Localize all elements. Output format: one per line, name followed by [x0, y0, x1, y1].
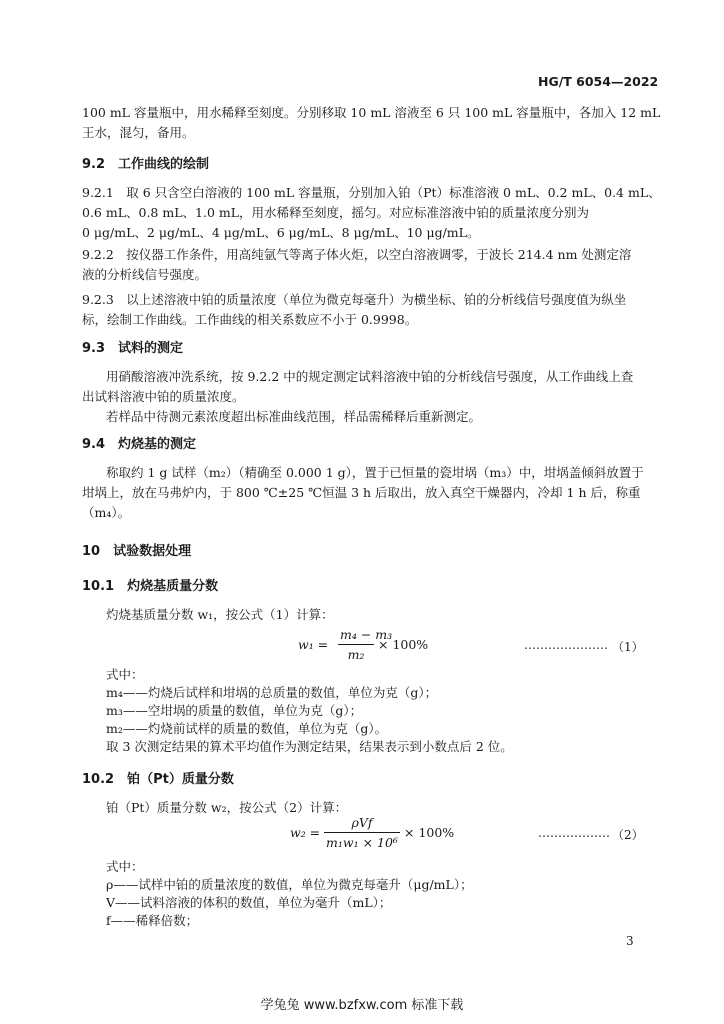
footer-watermark: 学兔兔 www.bzfxw.com 标准下载 [260, 998, 464, 1013]
variable-definition: m₄——灼烧后试样和坩埚的总质量的数值，单位为克（g）； [106, 685, 438, 700]
paragraph-line: 灼烧基质量分数 w₁，按公式（1）计算： [106, 607, 334, 622]
paragraph-line: 液的分析线信号强度。 [82, 267, 208, 282]
formula-1-leader-dots: ………………… [524, 638, 608, 652]
formula-1-denominator: m₂ [347, 647, 365, 662]
variable-definition: ρ——试样中铂的质量浓度的数值，单位为微克每毫升（μg/mL）； [106, 877, 473, 892]
paragraph-line: 9.2.3 以上述溶液中铂的质量浓度（单位为微克每毫升）为横坐标、铂的分析线信号强度值为纵坐 [82, 292, 627, 307]
paragraph-line: 出试料溶液中铂的质量浓度。 [82, 389, 245, 404]
section-heading-9-4: 9.4 灼烧基的测定 [82, 437, 197, 452]
paragraph-line: 若样品中待测元素浓度超出标准曲线范围，样品需稀释后重新测定。 [106, 409, 482, 424]
formula-2-numerator: ρVf [351, 815, 373, 830]
paragraph-line: 坩埚上，放在马弗炉内，于 800 ℃±25 ℃恒温 3 h 后取出，放入真空干燥器内，冷却 1 h 后，称重 [82, 485, 641, 500]
paragraph-line: 0 μg/mL、2 μg/mL、4 μg/mL、6 μg/mL、8 μg/mL、10 μg/mL。 [82, 225, 480, 240]
paragraph-line: 标，绘制工作曲线。工作曲线的相关系数应不小于 0.9998。 [82, 312, 418, 327]
formula-2-number: （2） [612, 828, 644, 842]
formula-2-leader-dots: ……………… [538, 826, 610, 840]
paragraph-line: 用硝酸溶液冲洗系统，按 9.2.2 中的规定测定试料溶液中铂的分析线信号强度，从工作曲线上查 [106, 369, 634, 384]
section-heading-9-3: 9.3 试料的测定 [82, 341, 184, 356]
formula-1-fraction-bar [338, 644, 374, 645]
paragraph-line: 100 mL 容量瓶中，用水稀释至刻度。分别移取 10 mL 溶液至 6 只 100 mL 容量瓶中，各加入 12 mL [82, 105, 661, 120]
section-heading-9-2: 9.2 工作曲线的绘制 [82, 157, 210, 172]
page-number: 3 [626, 934, 634, 948]
formula-2-fraction-bar [324, 832, 400, 833]
variable-definition: m₂——灼烧前试样的质量的数值，单位为克（g）。 [106, 721, 388, 736]
variable-definition: f——稀释倍数； [106, 913, 199, 928]
paragraph-line: 取 3 次测定结果的算术平均值作为测定结果，结果表示到小数点后 2 位。 [106, 739, 513, 754]
section-heading-10-1: 10.1 灼烧基质量分数 [82, 579, 219, 594]
formula-1-tail: × 100% [378, 637, 429, 652]
paragraph-line: 9.2.1 取 6 只含空白溶液的 100 mL 容量瓶，分别加入铂（Pt）标准溶液 0 mL、0.2 mL、0.4 mL、 [82, 185, 661, 200]
paragraph-line: 称取约 1 g 试样（m₂）（精确至 0.000 1 g），置于已恒量的瓷坩埚（m₃）中，坩埚盖倾斜放置于 [106, 465, 644, 480]
variable-definition: m₃——空坩埚的质量的数值，单位为克（g）； [106, 703, 363, 718]
paragraph-line: （m₄）。 [82, 505, 131, 520]
paragraph-line: 铂（Pt）质量分数 w₂，按公式（2）计算： [106, 800, 348, 815]
formula-2-lhs: w₂ = [290, 825, 321, 840]
paragraph-line: 王水，混匀，备用。 [82, 125, 195, 140]
formula-1-numerator: m₄ − m₃ [340, 627, 393, 642]
formula-1-lhs: w₁ = [298, 637, 329, 652]
formula-1-number: （1） [612, 640, 644, 654]
where-label: 式中： [106, 859, 144, 874]
paragraph-line: 9.2.2 按仪器工作条件，用高纯氩气等离子体火炬，以空白溶液调零，于波长 214.4 nm 处测定溶 [82, 247, 632, 262]
formula-2-denominator: m₁w₁ × 10⁶ [326, 835, 398, 850]
variable-definition: V——试料溶液的体积的数值，单位为毫升（mL）； [106, 895, 392, 910]
section-heading-10-2: 10.2 铂（Pt）质量分数 [82, 772, 234, 787]
paragraph-line: 0.6 mL、0.8 mL、1.0 mL，用水稀释至刻度，摇匀。对应标准溶液中铂的质量浓度分别为 [82, 205, 590, 220]
where-label: 式中： [106, 667, 144, 682]
document-code: HG/T 6054—2022 [538, 74, 659, 89]
formula-2-tail: × 100% [404, 825, 455, 840]
section-heading-10: 10 试验数据处理 [82, 544, 192, 559]
